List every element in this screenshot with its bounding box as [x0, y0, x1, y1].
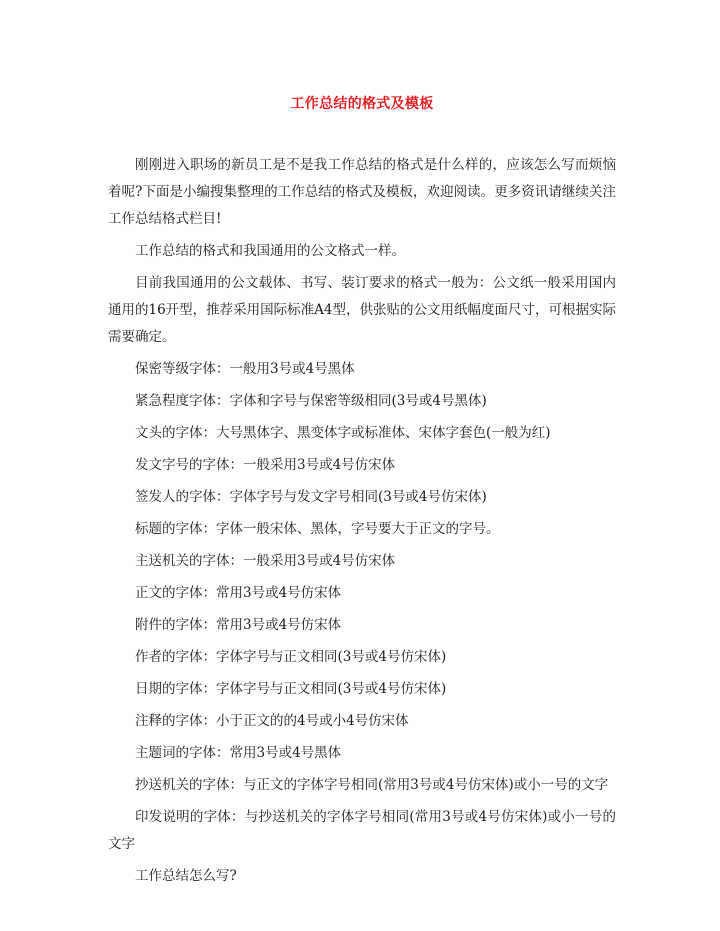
body-paragraph: 日期的字体：字体字号与正文相同(3号或4号仿宋体) [135, 681, 447, 697]
body-paragraph: 标题的字体：字体一般宋体、黑体，字号要大于正文的字号。 [135, 521, 500, 537]
body-paragraph: 作者的字体：字体字号与正文相同(3号或4号仿宋体) [135, 649, 447, 665]
document-page [108, 0, 616, 895]
body-paragraph: 发文字号的字体：一般采用3号或4号仿宋体 [135, 457, 396, 473]
body-paragraph: 工作总结怎么写? [135, 868, 237, 884]
body-paragraph: 文头的字体：大号黑体字、黑变体字或标准体、宋体字套色(一般为红) [135, 425, 551, 441]
body-paragraph: 抄送机关的字体：与正文的字体字号相同(常用3号或4号仿宋体)或小一号的文字 [135, 777, 609, 793]
body-paragraph: 主送机关的字体：一般采用3号或4号仿宋体 [135, 553, 396, 569]
body-paragraph: 注释的字体：小于正文的的4号或小4号仿宋体 [135, 713, 409, 729]
body-paragraph: 主题词的字体：常用3号或4号黑体 [135, 745, 342, 761]
body-paragraph: 紧急程度字体：字体和字号与保密等级相同(3号或4号黑体) [135, 393, 487, 409]
body-paragraph: 附件的字体：常用3号或4号仿宋体 [135, 617, 342, 633]
body-paragraph: 刚刚进入职场的新员工是不是我工作总结的格式是什么样的，应该怎么写而烦恼着呢?下面是小编搜集整理的工作总结的格式及模板，欢迎阅读。更多资讯请继续关注工作总结格式栏目! [108, 157, 616, 227]
body-paragraph: 正文的字体：常用3号或4号仿宋体 [135, 585, 342, 601]
body-paragraph: 签发人的字体：字体字号与发文字号相同(3号或4号仿宋体) [135, 489, 487, 505]
document-title: 工作总结的格式及模板 [290, 96, 434, 112]
body-paragraph: 印发说明的字体：与抄送机关的字体字号相同(常用3号或4号仿宋体)或小一号的文字 [108, 809, 616, 852]
body-paragraph: 目前我国通用的公文载体、书写、装订要求的格式一般为：公文纸一般采用国内通用的16开型，推荐采用国际标准A4型，供张贴的公文用纸幅度面尺寸，可根据实际需要确定。 [108, 275, 617, 345]
body-paragraph: 保密等级字体：一般用3号或4号黑体 [135, 361, 355, 377]
body-paragraph: 工作总结的格式和我国通用的公文格式一样。 [135, 243, 405, 259]
document-body [108, 152, 616, 890]
